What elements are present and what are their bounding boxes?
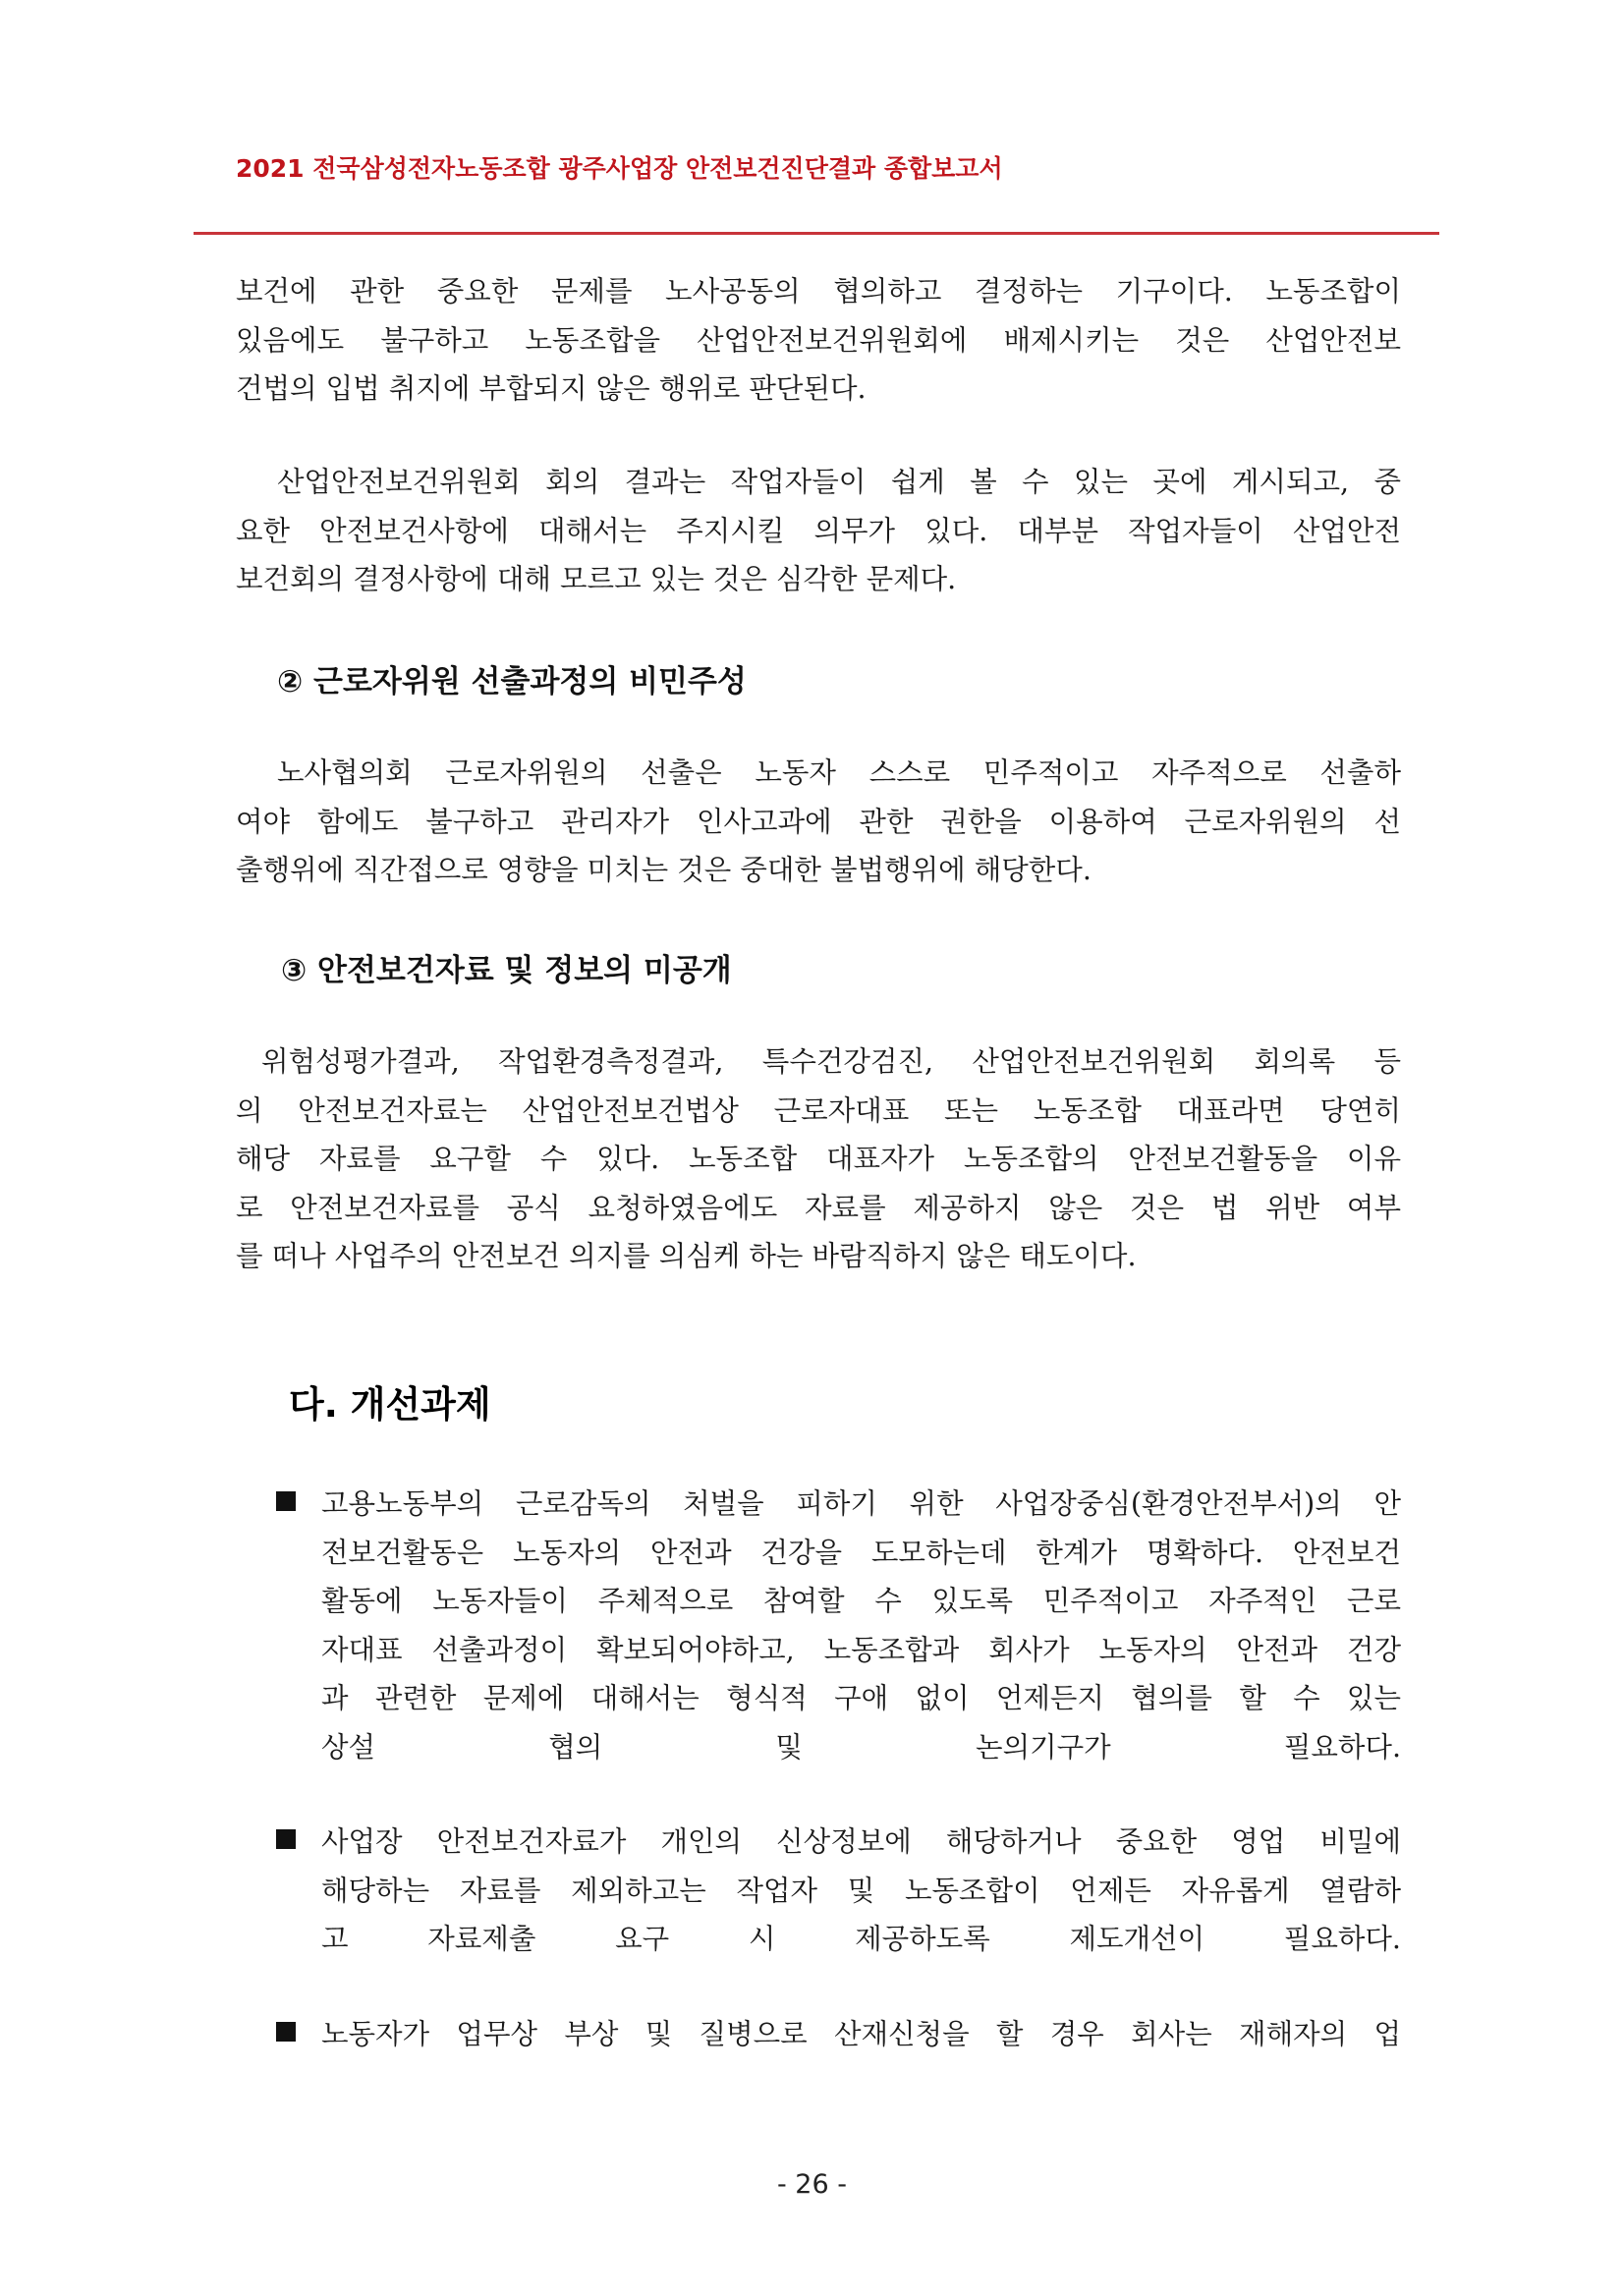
text-line: 요한 안전보건사항에 대해서는 주지시킬 의무가 있다. 대부분 작업자들이 산업안전: [236, 514, 1401, 547]
text-line: 보건회의 결정사항에 대해 모르고 있는 것은 심각한 문제다.: [236, 563, 957, 595]
text-line: 상설 협의 및 논의기구가 필요하다.: [321, 1730, 1401, 1764]
subheading-data-disclosure: ③ 안전보건자료 및 정보의 미공개: [281, 953, 732, 988]
text-line: 자대표 선출과정이 확보되어야하고, 노동조합과 회사가 노동자의 안전과 건강: [321, 1633, 1401, 1666]
document-header-title: 2021 전국삼성전자노동조합 광주사업장 안전보건진단결과 종합보고서: [236, 154, 1003, 183]
square-bullet-icon: [276, 1491, 296, 1511]
paragraph-committee-results: [236, 458, 1401, 604]
text-line: 출행위에 직간접으로 영향을 미치는 것은 중대한 불법행위에 해당한다.: [236, 854, 1092, 886]
text-line: 노동자가 업무상 부상 및 질병으로 산재신청을 할 경우 회사는 재해자의 업: [321, 2018, 1401, 2050]
paragraph-data-disclosure: [236, 1037, 1401, 1281]
text-line: 산업안전보건위원회 회의 결과는 작업자들이 쉽게 볼 수 있는 곳에 게시되고, 중: [277, 466, 1401, 498]
text-line: 고 자료제출 요구 시 제공하도록 제도개선이 필요하다.: [321, 1923, 1401, 1955]
text-line: 노사협의회 근로자위원의 선출은 노동자 스스로 민주적이고 자주적으로 선출하: [277, 756, 1401, 789]
subheading-worker-election: ② 근로자위원 선출과정의 비민주성: [277, 664, 747, 700]
text-line: 해당하는 자료를 제외하고는 작업자 및 노동조합이 언제든 자유롭게 열람하: [321, 1874, 1401, 1907]
text-line: 해당 자료를 요구할 수 있다. 노동조합 대표자가 노동조합의 안전보건활동을 이유: [236, 1143, 1401, 1175]
bullet-item: [276, 2010, 1401, 2059]
header-divider: [194, 232, 1439, 235]
text-line: 를 떠나 사업주의 안전보건 의지를 의심케 하는 바람직하지 않은 태도이다.: [236, 1240, 1137, 1272]
text-line: 로 안전보건자료를 공식 요청하였음에도 자료를 제공하지 않은 것은 법 위반 여부: [236, 1191, 1401, 1224]
paragraph-worker-election: [236, 749, 1401, 895]
square-bullet-icon: [276, 2022, 296, 2042]
text-line: 과 관련한 문제에 대해서는 형식적 구애 없이 언제든지 협의를 할 수 있는: [321, 1682, 1401, 1714]
paragraph-committee-role: [236, 267, 1401, 414]
text-line: 보건에 관한 중요한 문제를 노사공동의 협의하고 결정하는 기구이다. 노동조합이: [236, 275, 1401, 308]
square-bullet-icon: [276, 1829, 296, 1849]
text-line: 여야 함에도 불구하고 관리자가 인사고과에 관한 권한을 이용하여 근로자위원의 선: [236, 805, 1401, 838]
bullet-item: [276, 1818, 1401, 1964]
text-line: 활동에 노동자들이 주체적으로 참여할 수 있도록 민주적이고 자주적인 근로: [321, 1585, 1401, 1617]
text-line: 건법의 입법 취지에 부합되지 않은 행위로 판단된다.: [236, 372, 867, 405]
text-line: 위험성평가결과, 작업환경측정결과, 특수건강검진, 산업안전보건위원회 회의록 등: [261, 1045, 1401, 1078]
section-title-improvements: 다. 개선과제: [289, 1383, 491, 1426]
bullet-item: [276, 1480, 1401, 1771]
text-line: 전보건활동은 노동자의 안전과 건강을 도모하는데 한계가 명확하다. 안전보건: [321, 1536, 1401, 1569]
text-line: 고용노동부의 근로감독의 처벌을 피하기 위한 사업장중심(환경안전부서)의 안: [321, 1487, 1401, 1520]
text-line: 사업장 안전보건자료가 개인의 신상정보에 해당하거나 중요한 영업 비밀에: [321, 1825, 1401, 1858]
text-line: 의 안전보건자료는 산업안전보건법상 근로자대표 또는 노동조합 대표라면 당연히: [236, 1093, 1401, 1127]
text-line: 있음에도 불구하고 노동조합을 산업안전보건위원회에 배제시키는 것은 산업안전보: [236, 323, 1401, 357]
page-number: - 26 -: [776, 2169, 847, 2200]
